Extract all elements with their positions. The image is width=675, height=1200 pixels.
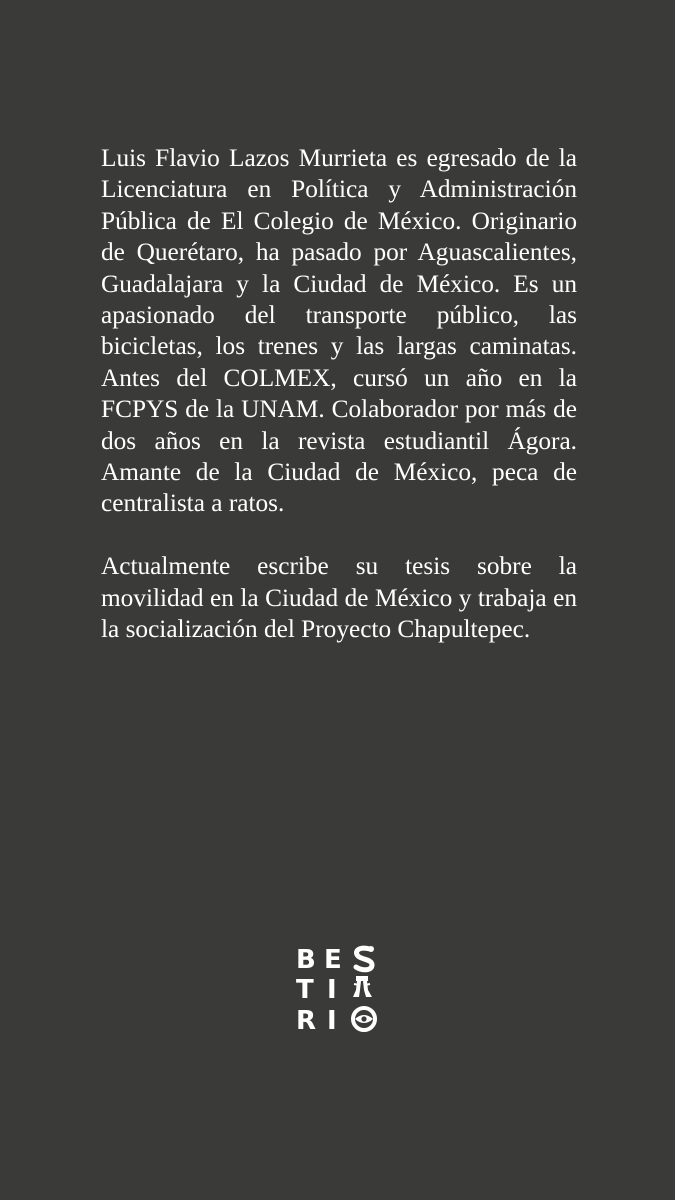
bestiario-logo-mark [296, 944, 380, 1036]
snake-s-icon [356, 946, 374, 970]
logo-letter-i: I [327, 975, 337, 1005]
author-bio [101, 143, 577, 645]
logo-letter-e: E [324, 945, 342, 975]
logo-letter-t: T [296, 975, 314, 1005]
logo-letter-b: B [296, 945, 316, 975]
legs-a-icon [353, 976, 372, 997]
logo-letter-i-2: I [327, 1006, 337, 1036]
bestiario-logo [296, 944, 380, 1036]
eye-o-icon [353, 1008, 375, 1030]
bio-paragraph-1: Luis Flavio Lazos Murrieta es egresado de la Licenciatura en Política y Administración Pública de El Colegio de México. Originario de Querétaro, ha pasado por Aguascalientes, Guadalajara y la Ciudad de México. Es un apasionado del transporte público, las bicicletas, los trenes y las largas caminatas. Antes del COLMEX, cursó un año en la FCPYS de la UNAM. Colaborador por más de dos años en la revista estudiantil Ágora. Amante de la Ciudad de México, peca de centralista a ratos. [101, 144, 577, 518]
logo-letter-r: R [296, 1006, 317, 1036]
bio-paragraph-2: Actualmente escribe su tesis sobre la movilidad en la Ciudad de México y trabaja en la socialización del Proyecto Chapultepec. [101, 552, 577, 644]
